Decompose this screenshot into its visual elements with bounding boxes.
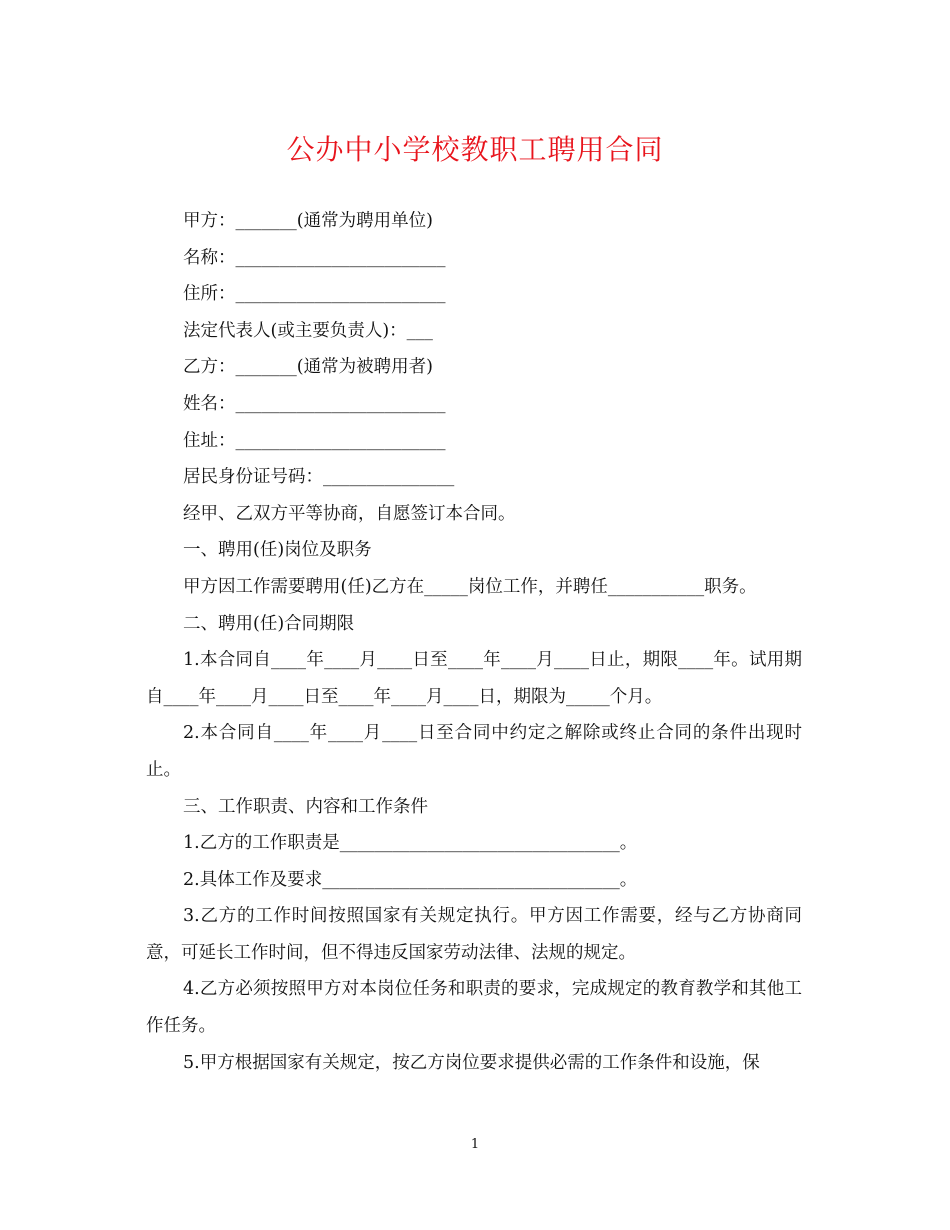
- page-number: 1: [470, 1137, 480, 1152]
- party-b-line: 乙方：_______(通常为被聘用者): [183, 357, 433, 378]
- party-a-name-line: 名称：________________________: [183, 247, 446, 268]
- section-heading-3: 三、工作职责、内容和工作条件: [183, 796, 428, 817]
- duty-clause-3: 3.乙方的工作时间按照国家有关规定执行。甲方因工作需要，经与乙方协商同意，可延长工作时间，但不得违反国家劳动法律、法规的规定。: [146, 906, 802, 963]
- document-body: [146, 203, 802, 1081]
- id-number-line: 居民身份证号码：_______________: [183, 467, 455, 488]
- section-1-paragraph: 甲方因工作需要聘用(任)乙方在_____岗位工作，并聘任___________职务。: [183, 576, 757, 597]
- agreement-statement: 经甲、乙双方平等协商，自愿签订本合同。: [183, 503, 516, 524]
- party-b-name-line: 姓名：________________________: [183, 393, 446, 414]
- duty-clause-1: 1.乙方的工作职责是________________________________。: [183, 833, 638, 854]
- party-b-address-line: 住址：________________________: [183, 430, 446, 451]
- document-title: 公办中小学校教职工聘用合同: [286, 133, 664, 166]
- duty-clause-5: 5.甲方根据国家有关规定，按乙方岗位要求提供必需的工作条件和设施，保: [183, 1052, 760, 1073]
- term-clause-1: 1.本合同自____年____月____日至____年____月____日止，期限____年。试用期自____年____月____日至____年____月____日，期限为_____个月。: [146, 650, 802, 707]
- section-heading-2: 二、聘用(任)合同期限: [183, 613, 355, 634]
- section-heading-1: 一、聘用(任)岗位及职务: [183, 540, 372, 561]
- duty-clause-2: 2.具体工作及要求__________________________________。: [183, 869, 638, 890]
- party-a-address-line: 住所：________________________: [183, 284, 446, 305]
- legal-representative-line: 法定代表人(或主要负责人)：___: [183, 320, 433, 341]
- duty-clause-4: 4.乙方必须按照甲方对本岗位任务和职责的要求，完成规定的教育教学和其他工作任务。: [146, 979, 802, 1037]
- party-a-line: 甲方：_______(通常为聘用单位): [183, 211, 433, 231]
- term-clause-2: 2.本合同自____年____月____日至合同中约定之解除或终止合同的条件出现时止。: [146, 723, 802, 780]
